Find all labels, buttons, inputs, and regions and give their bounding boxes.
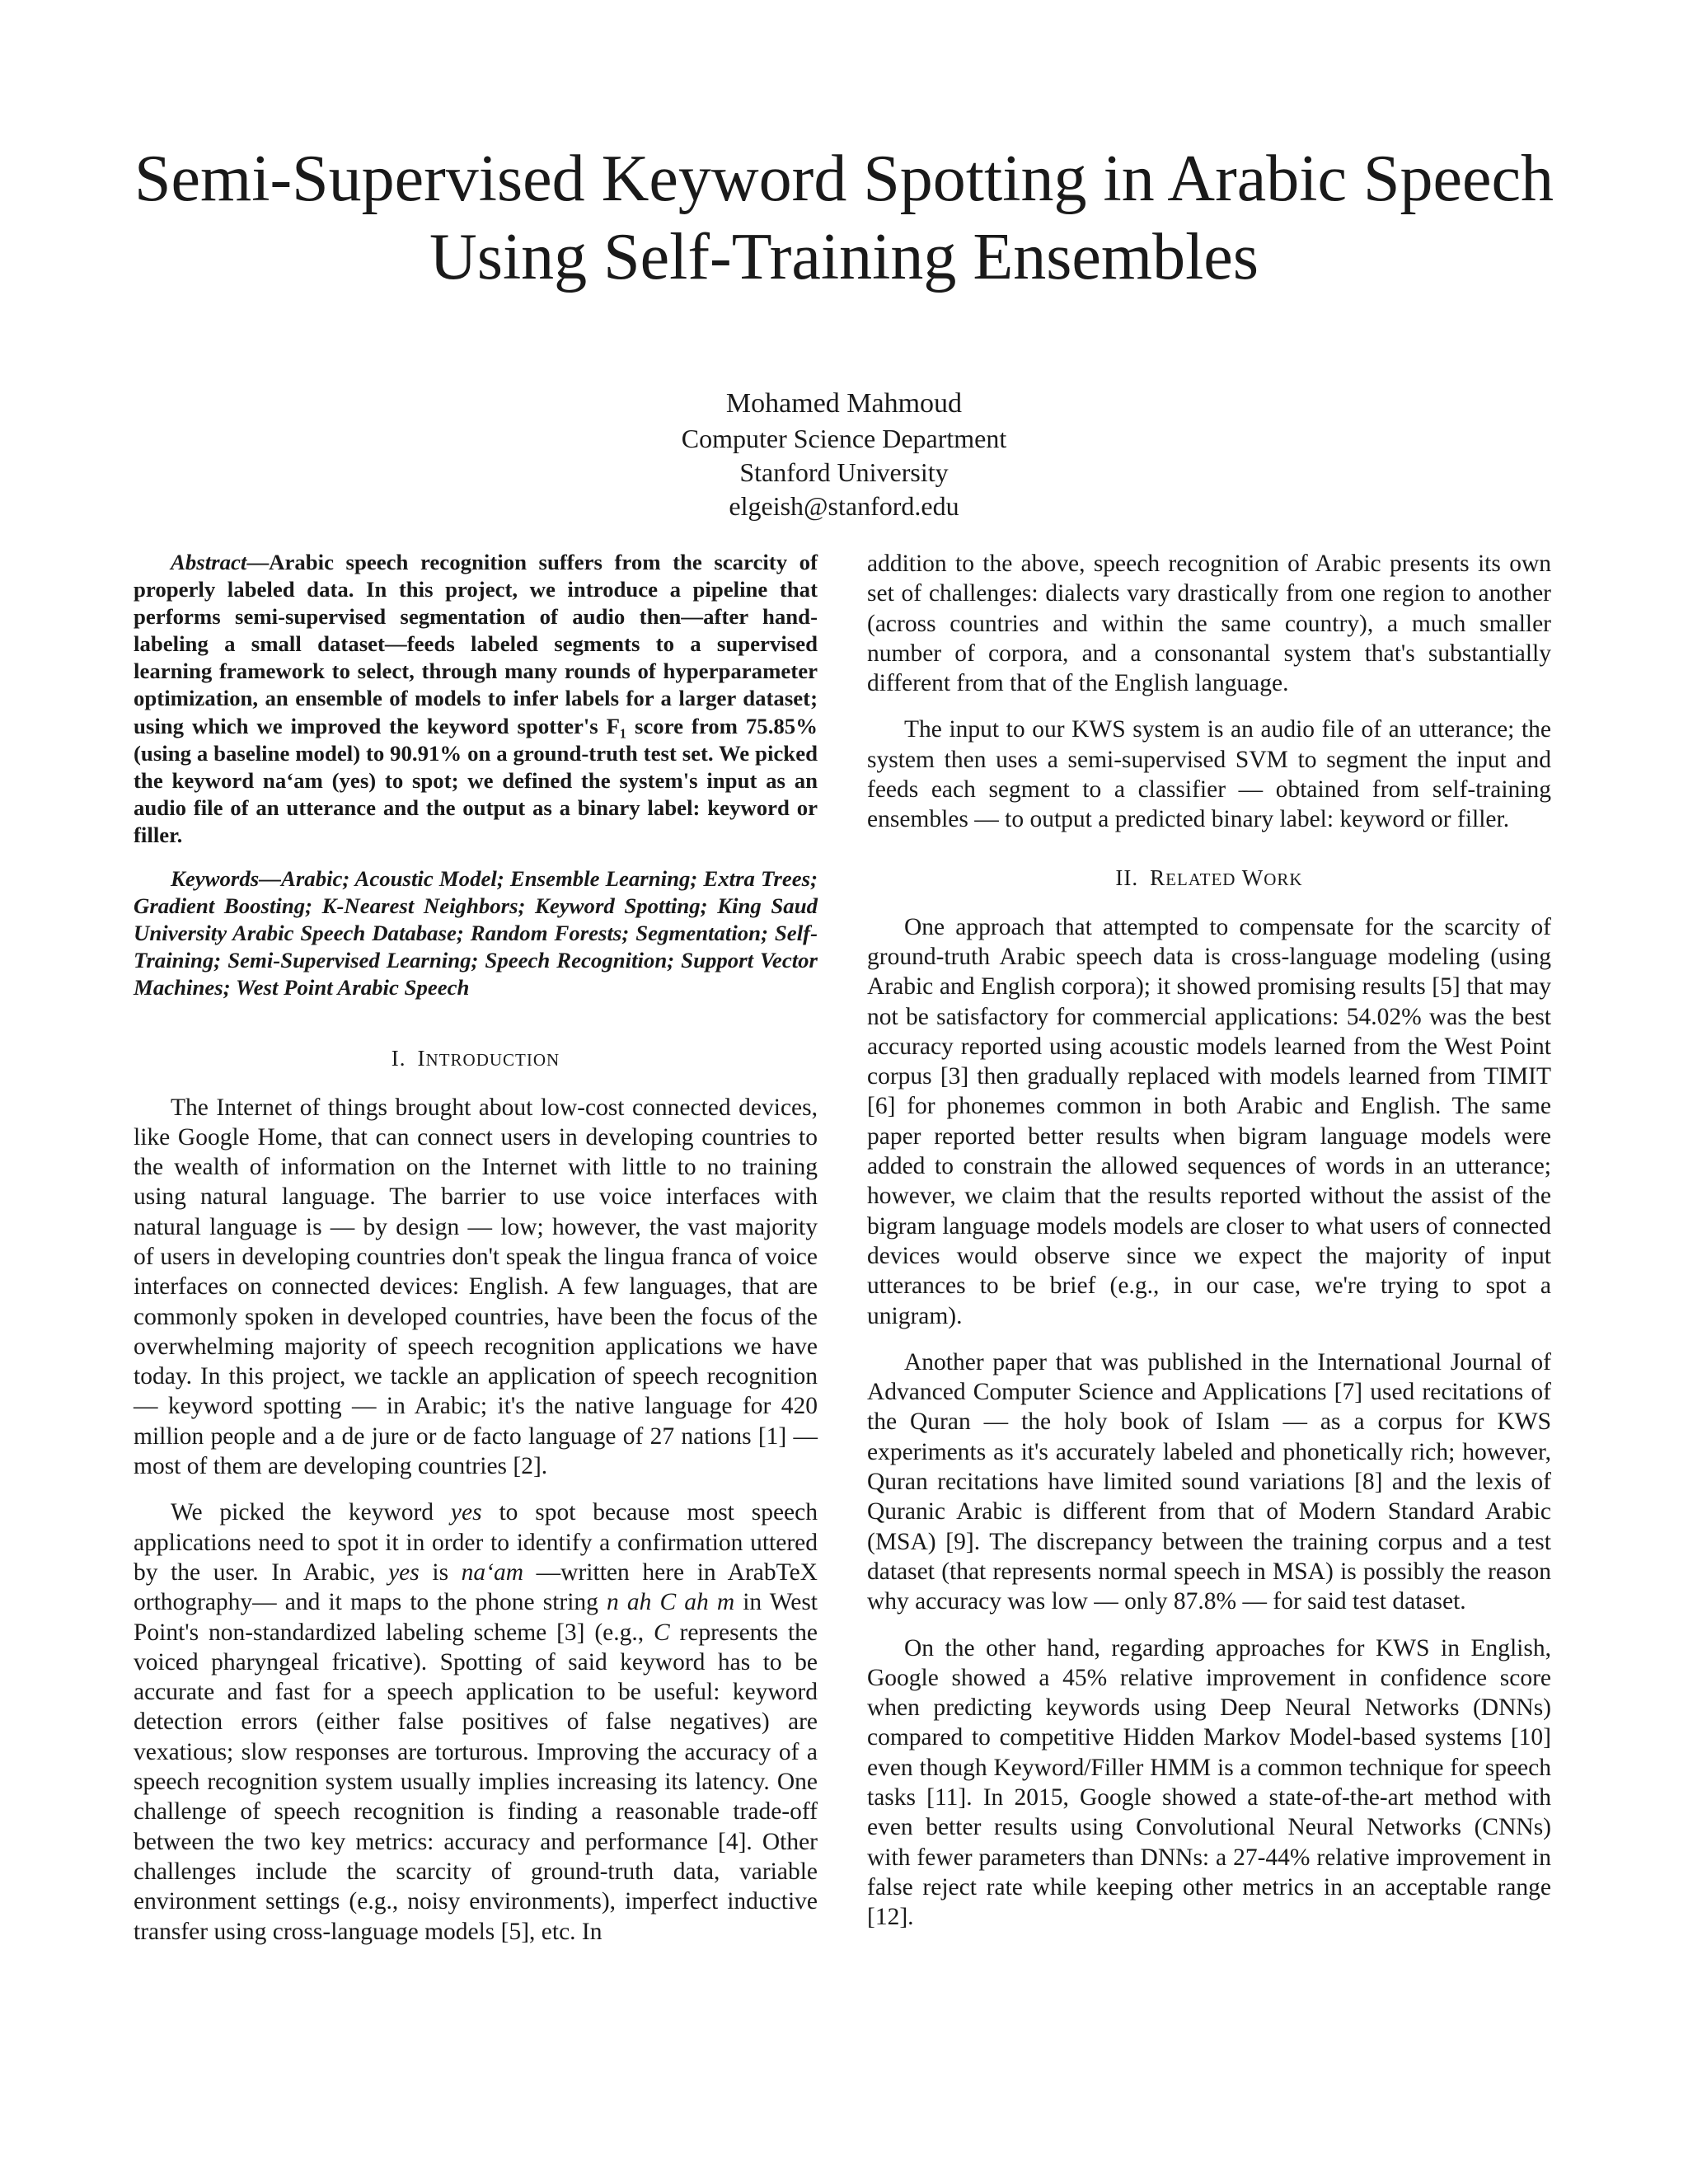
text-run: —written here in ArabTeX orthography— and it maps to the phone string	[134, 1558, 818, 1616]
author-name: Mohamed Mahmoud	[725, 388, 963, 419]
section-heading-related-work	[867, 863, 1551, 894]
right-column	[867, 549, 1551, 1948]
heading-rest: ELATED	[1165, 869, 1236, 889]
related-paragraph-3: On the other hand, regarding approaches for KWS in English, Google showed a 45% relative improvement in confidence score when predicting keywords using Deep Neural Networks (DNNs) compared to competitive Hidden Markov Model-based systems [10] even though Keyword/Filler HMM is a common technique for speech tasks [11]. In 2015, Google showed a state-of-the-art method with even better results using Convolutional Neural Networks (CNNs) with fewer parameters than DNNs: a 27-44% relative improvement in false reject rate while keeping other metrics in an acceptable range [12].	[867, 1634, 1551, 1931]
author-department: Computer Science Department	[681, 424, 1007, 453]
author-block	[514, 386, 1174, 523]
related-paragraph-2: Another paper that was published in the International Journal of Advanced Computer Science and Applications [7] used recitations of the Quran — the holy book of Islam — as a corpus for KWS experiments as it's accurately labeled and phonetically rich; however, Quran recitations have limited sound variations [8] and the lexis of Quranic Arabic is different from that of Modern Standard Arabic (MSA) [9]. The discrepancy between the training corpus and a test dataset (that represents normal speech in MSA) is possibly the reason why accuracy was low — only 87.8% — for said test dataset.	[867, 1348, 1551, 1615]
heading-initial: W	[1241, 865, 1264, 890]
text-run: We picked the keyword	[171, 1499, 451, 1526]
section-numeral: II.	[1115, 865, 1139, 890]
text-run: is	[419, 1558, 462, 1586]
intro-paragraph-3: addition to the above, speech recognition of Arabic presents its own set of challenges: dialects vary drastically from one region to another (across countries and within the same country), a much smaller number of corpora, and a consonantal system that's substantially different from that of the English language.	[867, 551, 1551, 697]
keywords-text: —Arabic; Acoustic Model; Ensemble Learning; Extra Trees; Gradient Boosting; K-Nearest Neighbors; Keyword Spotting; King Saud University Arabic Speech Database; Random Forests; Segmentation; Self-Training; Semi-Supervised Learning; Speech Recognition; Support Vector Machines; West Point Arabic Speech	[134, 866, 818, 1001]
text-run: represents the voiced pharyngeal fricative). Spotting of said keyword has to be accurate and fast for a speech application to be useful: keyword detection errors (either false positives of false negatives) are vexatious; slow responses are torturous. Improving the accuracy of a speech recognition system usually implies increasing its latency. One challenge of speech recognition is finding a reasonable trade-off between the two key metrics: accuracy and performance [4]. Other challenges include the scarcity of ground-truth data, variable environment settings (e.g., noisy environments), imperfect inductive transfer using cross-language models [5], etc. In	[134, 1619, 818, 1945]
heading-rest: NTRODUCTION	[425, 1049, 560, 1070]
italic-run: yes	[388, 1558, 420, 1586]
italic-run: C	[653, 1619, 670, 1646]
text-run: in West Point's non-standardized labeling scheme [3] (e.g.,	[134, 1589, 818, 1646]
italic-run: yes	[450, 1499, 482, 1526]
abstract	[134, 549, 818, 849]
italic-run: n ah C ah m	[607, 1589, 735, 1616]
keywords-label: Keywords	[171, 866, 260, 892]
intro-paragraph-4: The input to our KWS system is an audio file of an utterance; the system then uses a semi-supervised SVM to segment the input and feeds each segment to a classifier — obtained from self-training ensembles — to output a predicted binary label: keyword or filler.	[867, 716, 1551, 833]
heading-initial: R	[1150, 865, 1166, 890]
intro-paragraph-2	[134, 1497, 818, 1946]
heading-initial: I	[417, 1045, 426, 1071]
heading-rest: ORK	[1264, 869, 1303, 889]
intro-paragraph-1: The Internet of things brought about low-cost connected devices, like Google Home, that can connect users in developing countries to the wealth of information on the Internet with little to no training using natural language. The barrier to use voice interfaces with natural language is — by design — low; however, the vast majority of users in developing countries don't speak the lingua franca of voice interfaces on connected devices: English. A few languages, that are commonly spoken in developed countries, have been the focus of the overwhelming majority of speech recognition applications we have today. In this project, we tackle an application of speech recognition — keyword spotting — in Arabic; it's the native language for 420 million people and a de jure or de facto language of 27 nations [1] — most of them are developing countries [2].	[134, 1094, 818, 1480]
italic-run: na‘am	[461, 1558, 524, 1586]
related-paragraph-1: One approach that attempted to compensate for the scarcity of ground-truth Arabic speech data is cross-language modeling (using Arabic and English corpora); it showed promising results [5] that may not be satisfactory for commercial applications: 54.02% was the best accuracy reported using acoustic models learned from the West Point corpus [3] then gradually replaced with models learned from TIMIT [6] for phonemes common in both Arabic and English. The same paper reported better results when bigram language models were added to constrain the allowed sequences of words in an utterance; however, we claim that the results reported without the assist of the bigram language models models are closer to what users of connected devices would observe since we expect the majority of input utterances to be brief (e.g., in our case, we're trying to spot a unigram).	[867, 913, 1551, 1329]
section-heading-introduction	[134, 1043, 818, 1075]
paper-title: Semi-Supervised Keyword Spotting in Arabic Speech Using Self-Training Ensembles	[134, 143, 1554, 293]
author-email: elgeish@stanford.edu	[729, 491, 959, 521]
text-run: to spot because most speech applications need to spot it in order to identify a confirmation uttered by the user. In Arabic,	[134, 1499, 818, 1586]
keywords	[134, 865, 818, 1001]
abstract-label: Abstract	[171, 550, 247, 574]
author-university: Stanford University	[739, 457, 949, 487]
section-numeral: I.	[391, 1045, 406, 1071]
abstract-text: —Arabic speech recognition suffers from the scarcity of properly labeled data. In this project, we introduce a pipeline that performs semi-supervised segmentation of audio then—after hand-labeling a small dataset—feeds labeled segments to a supervised learning framework to select, through many rounds of hyperparameter optimization, an ensemble of models to infer labels for a larger dataset; using which we improved the keyword spotter's F₁ score from 75.85% (using a baseline model) to 90.91% on a ground-truth test set. We picked the keyword na‘am (yes) to spot; we defined the system's input as an audio file of an utterance and the output as a binary label: keyword or filler.	[134, 550, 818, 847]
left-column	[134, 549, 818, 1963]
